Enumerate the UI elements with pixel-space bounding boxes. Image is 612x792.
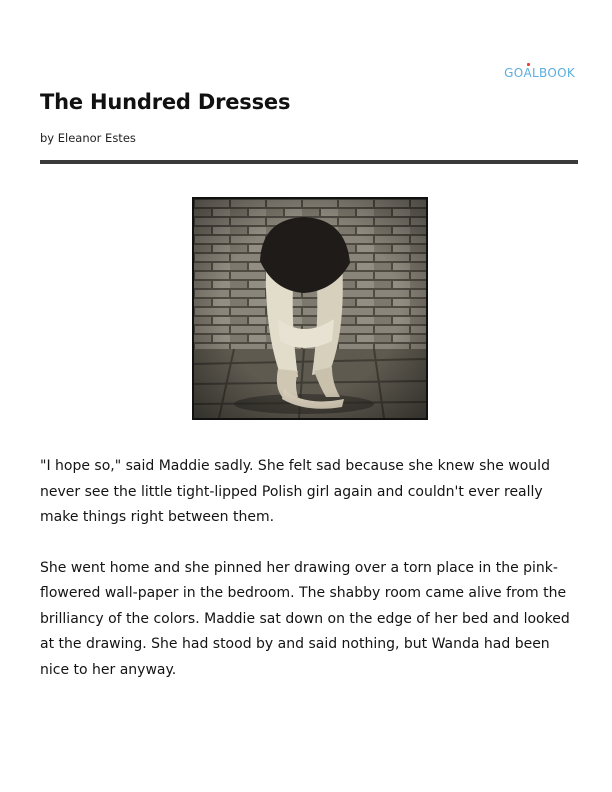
header-divider	[40, 160, 578, 164]
author-byline: by Eleanor Estes	[40, 131, 136, 145]
logo-text-before: GO	[504, 66, 524, 80]
page-title: The Hundred Dresses	[40, 90, 291, 114]
logo-text-after: LBOOK	[532, 66, 575, 80]
story-body	[40, 454, 580, 708]
logo-text-a: A	[523, 66, 533, 80]
photo-illustration	[194, 199, 426, 418]
paragraph-1: "I hope so," said Maddie sadly. She felt sad because she knew she would never see the little tight-lipped Polish girl again and couldn't ever really make things right between them.	[40, 458, 550, 525]
paragraph-2: She went home and she pinned her drawing over a torn place in the pink-flowered wall-paper in the bedroom. The shabby room came alive from the brilliancy of the colors. Maddie sat down on the edge of her bed and looked at the drawing. She had stood by and said nothing, but Wanda had been nice to her anyway.	[40, 559, 570, 678]
sad-girl-photo	[192, 197, 428, 420]
goalbook-logo	[504, 66, 575, 80]
